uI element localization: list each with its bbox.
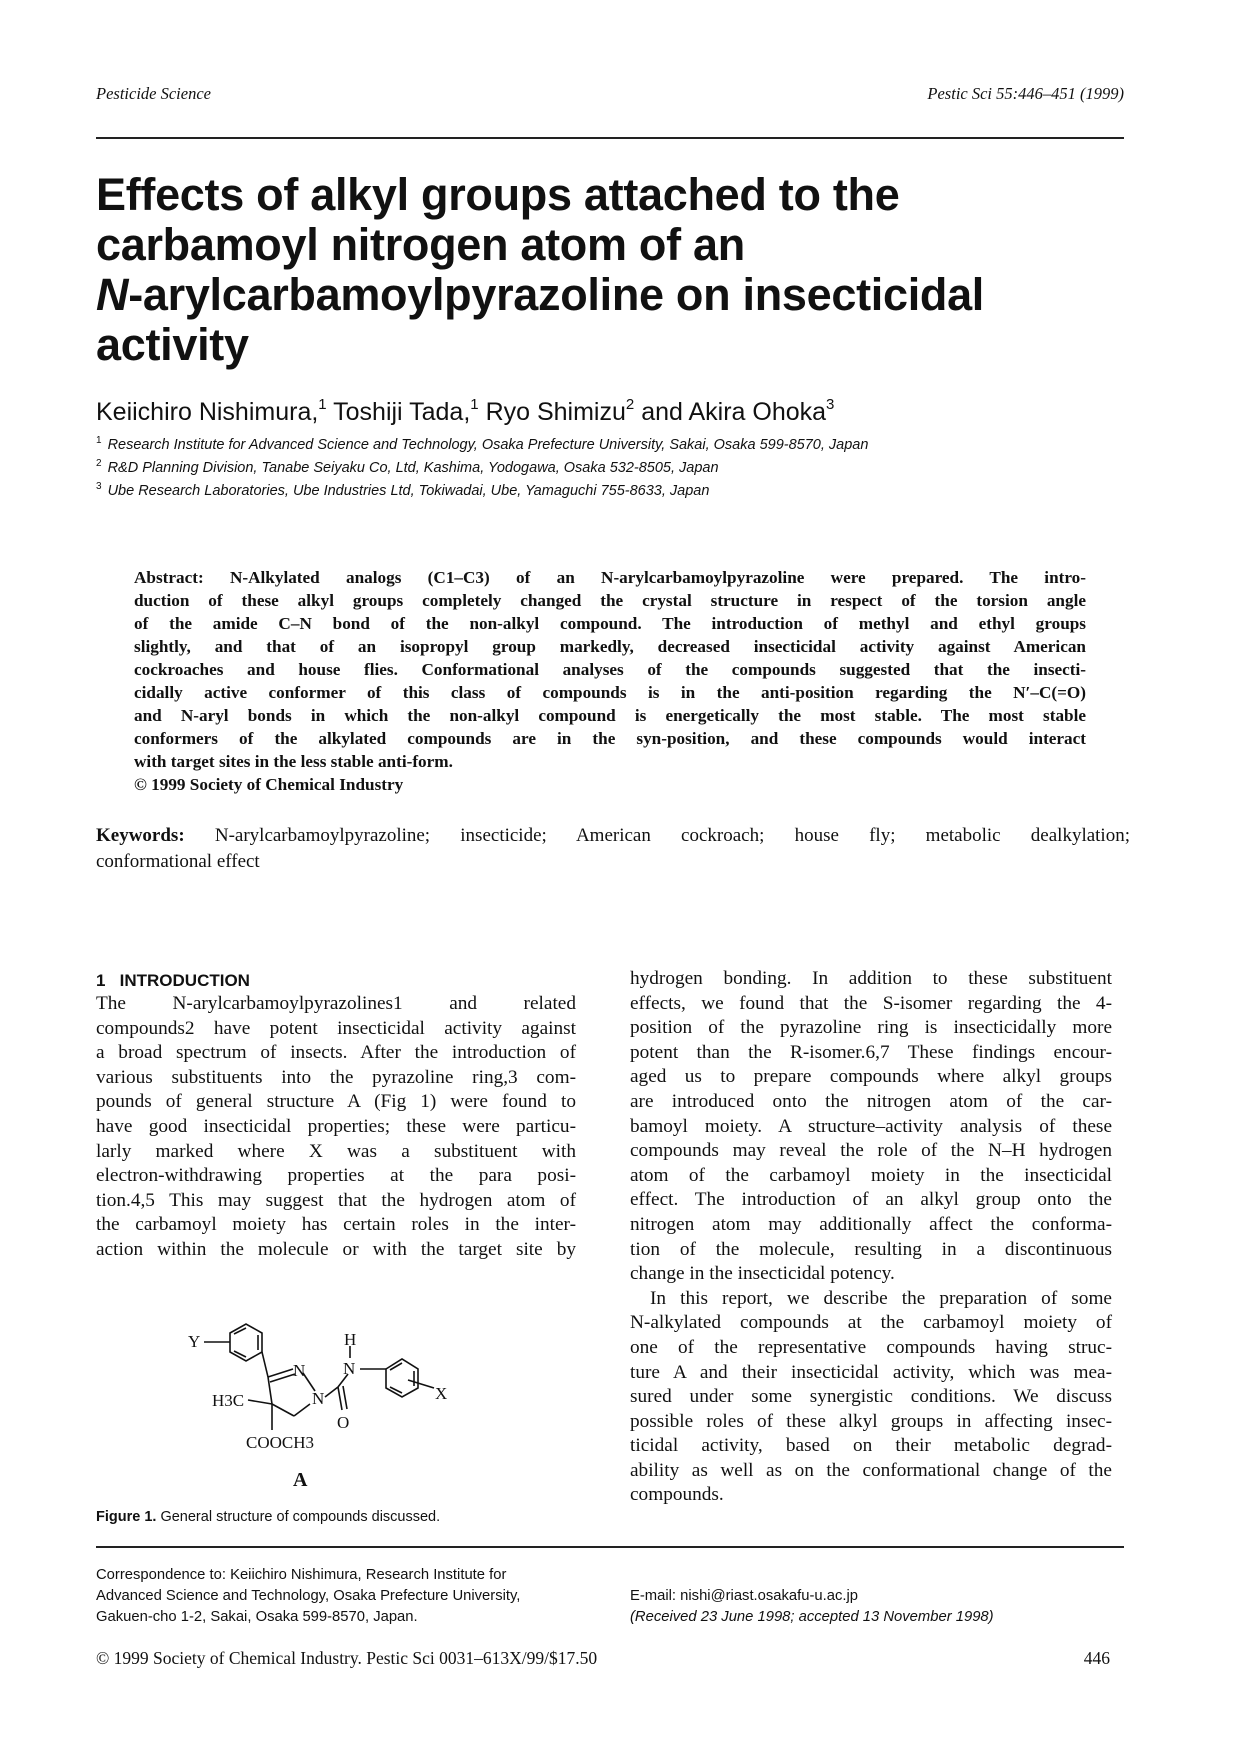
atom-o-label: O xyxy=(337,1413,350,1432)
body-line: position of the pyrazoline ring is insecticidally more xyxy=(630,1017,1112,1039)
footer-copyright: © 1999 Society of Chemical Industry. Pestic Sci 0031–613X/99/$17.50 xyxy=(96,1648,598,1668)
body-line: a broad spectrum of insects. After the introduction of xyxy=(96,1042,576,1064)
author-aff-mark: 1 xyxy=(318,396,327,413)
abstract-line: slightly, and that of an isopropyl group markedly, decreased insecticidal activity against American xyxy=(134,637,1086,656)
x-substituent-bond xyxy=(408,1380,434,1388)
n1-carbonyl-bond xyxy=(325,1387,338,1397)
correspondence-line: Advanced Science and Technology, Osaka Prefecture University, xyxy=(96,1588,521,1604)
section-title: INTRODUCTION xyxy=(119,971,250,990)
figure-caption-label: Figure 1. xyxy=(96,1509,157,1525)
body-line: hydrogen bonding. In addition to these substituent xyxy=(630,968,1112,989)
abstract-line: of the amide C–N bond of the non-alkyl compound. The introduction of methyl and ethyl groups xyxy=(134,614,1086,633)
running-header-citation: Pestic Sci 55:446–451 (1999) xyxy=(927,84,1124,103)
running-header-journal: Pesticide Science xyxy=(96,84,211,103)
author-aff-mark: 3 xyxy=(826,396,835,413)
body-line: nitrogen atom may additionally affect the conforma- xyxy=(630,1213,1112,1235)
atom-n2-label: N xyxy=(293,1361,306,1380)
body-line: ture A and their insecticidal activity, which was mea- xyxy=(630,1361,1112,1383)
body-line: ability as well as on the conformational change of the xyxy=(630,1459,1112,1481)
author-name: Toshiji Tada, xyxy=(333,398,471,426)
page-number: 446 xyxy=(1083,1648,1110,1668)
author-name: Ryo Shimizu xyxy=(485,398,626,426)
ring-link-bond xyxy=(262,1352,268,1377)
methyl-bond xyxy=(248,1400,272,1404)
carbonyl-double-bond xyxy=(343,1386,347,1409)
correspondence-line: Gakuen-cho 1-2, Sakai, Osaka 599-8570, Japan. xyxy=(96,1609,418,1625)
body-line: pounds of general structure A (Fig 1) were found to xyxy=(96,1091,576,1113)
affiliation-number: 1 xyxy=(96,435,102,446)
author-aff-mark: 1 xyxy=(470,396,479,413)
affiliation-text: Ube Research Laboratories, Ube Industries Ltd, Tokiwadai, Ube, Yamaguchi 755-8633, Japan xyxy=(107,483,710,499)
body-line: have good insecticidal properties; these were particu- xyxy=(96,1115,576,1137)
figure-caption-text: General structure of compounds discussed. xyxy=(156,1509,441,1525)
author-name: Akira Ohoka xyxy=(688,398,827,426)
body-line: atom of the carbamoyl moiety in the insecticidal xyxy=(630,1164,1112,1186)
left-column-text xyxy=(96,992,576,1263)
body-line: potent than the R-isomer.6,7 These findings encour- xyxy=(630,1041,1112,1063)
abstract-line: with target sites in the less stable anti-form. xyxy=(134,752,453,771)
figure-caption xyxy=(96,1509,440,1525)
c5-n1-bond xyxy=(294,1404,310,1416)
body-line: one of the representative compounds having struc- xyxy=(630,1336,1112,1358)
abstract-line: and N-aryl bonds in which the non-alkyl compound is energetically the most stable. The most stable xyxy=(134,706,1086,725)
abstract-line: cidally active conformer of this class of compounds is in the anti-position regarding the N′–C(=O) xyxy=(134,683,1086,702)
body-line: change in the insecticidal potency. xyxy=(630,1263,895,1285)
body-line: action within the molecule or with the target site by xyxy=(96,1238,576,1260)
correspondence-line: Correspondence to: Keiichiro Nishimura, Research Institute for xyxy=(96,1567,507,1583)
structure-label: A xyxy=(293,1469,308,1491)
abstract-line: conformers of the alkylated compounds are in the syn-position, and these compounds would interact xyxy=(134,729,1086,748)
affiliation-number: 2 xyxy=(96,458,102,469)
abstract-line xyxy=(134,566,1086,589)
affiliation xyxy=(96,435,868,453)
abstract-line: duction of these alkyl groups completely changed the crystal structure in respect of the torsion angle xyxy=(134,591,1086,610)
body-line: tion of the molecule, resulting in a discontinuous xyxy=(630,1238,1112,1260)
atom-n-label: N xyxy=(343,1359,356,1378)
body-line: bamoyl moiety. A structure–activity analysis of these xyxy=(630,1115,1112,1137)
body-line: electron-withdrawing properties at the para posi- xyxy=(96,1165,576,1187)
keywords-label: Keywords: xyxy=(96,825,185,846)
correspondence xyxy=(96,1565,520,1628)
author-name: Keiichiro Nishimura, xyxy=(96,398,319,426)
correspondence-details xyxy=(630,1586,994,1628)
body-line: ticidal activity, based on their metabolic degrad- xyxy=(630,1435,1112,1457)
body-line: The N-arylcarbamoylpyrazolines1 and related xyxy=(96,993,576,1014)
keywords xyxy=(96,823,1130,875)
atom-h-label: H xyxy=(344,1330,357,1349)
affiliation-number: 3 xyxy=(96,481,102,492)
authors-and: and xyxy=(641,398,683,426)
footnote-rule xyxy=(96,1546,1124,1548)
keywords-line: conformational effect xyxy=(96,851,260,872)
atom-x-label: X xyxy=(435,1384,448,1403)
author-aff-mark: 2 xyxy=(625,396,635,413)
affiliation-text: R&D Planning Division, Tanabe Seiyaku Co, Ltd, Kashima, Yodogawa, Osaka 532-8505, Japan xyxy=(107,460,719,476)
title-line3-rest: -arylcarbamoylpyrazoline on insecticidal xyxy=(128,269,985,320)
abstract xyxy=(134,566,1086,796)
title-italic-n: N xyxy=(96,269,129,320)
section-number: 1 xyxy=(96,971,106,990)
body-line: In this report, we describe the preparation of some xyxy=(650,1287,1112,1309)
carbonyl-double-bond xyxy=(338,1387,342,1410)
article-title xyxy=(96,170,1136,370)
title-line: activity xyxy=(96,319,249,370)
body-line: effect. The introduction of an alkyl group onto the xyxy=(630,1189,1112,1211)
affiliation-text: Research Institute for Advanced Science and Technology, Osaka Prefecture University, Sakai, Osaka 599-8570, Japan xyxy=(107,437,869,453)
body-line: are introduced onto the nitrogen atom of the car- xyxy=(630,1090,1112,1112)
keywords-line xyxy=(96,823,1130,849)
body-line: compounds may reveal the role of the N–H hydrogen xyxy=(630,1140,1112,1162)
title-line: carbamoyl nitrogen atom of an xyxy=(96,219,745,270)
affiliation xyxy=(96,481,709,499)
section-heading xyxy=(96,971,250,991)
header-rule xyxy=(96,137,1124,139)
atom-y-label: Y xyxy=(188,1332,201,1351)
body-line: tion.4,5 This may suggest that the hydrogen atom of xyxy=(96,1189,576,1211)
aromatic-bond xyxy=(390,1363,402,1370)
c4-c5-bond xyxy=(272,1404,294,1416)
body-line: larly marked where X was a substituent with xyxy=(96,1140,576,1162)
email-address: E-mail: nishi@riast.osakafu-u.ac.jp xyxy=(630,1588,859,1604)
chemical-structure-figure xyxy=(96,1300,576,1500)
atom-n1-label: N xyxy=(312,1389,325,1408)
body-line: sured under some synergistic conditions. We discuss xyxy=(630,1386,1112,1408)
affiliation xyxy=(96,458,719,476)
body-line: N-alkylated compounds at the carbamoyl moiety of xyxy=(630,1312,1112,1334)
abstract-line: cockroaches and house flies. Conformational analyses of the compounds suggested that the insecti- xyxy=(134,660,1086,679)
body-line: compounds. xyxy=(630,1484,724,1506)
title-line xyxy=(96,270,1136,320)
ester-group-label: COOCH3 xyxy=(246,1433,315,1452)
body-line: aged us to prepare compounds where alkyl groups xyxy=(630,1066,1112,1088)
received-dates: (Received 23 June 1998; accepted 13 November 1998) xyxy=(630,1609,994,1625)
body-line: possible roles of these alkyl groups in affecting insec- xyxy=(630,1410,1112,1432)
abstract-text: N-Alkylated analogs (C1–C3) of an N-arylcarbamoylpyrazoline were prepared. The intro- xyxy=(203,568,1086,587)
body-line: effects, we found that the S-isomer regarding the 4- xyxy=(630,992,1112,1014)
methyl-group-label: H3C xyxy=(212,1391,245,1410)
keywords-text: N-arylcarbamoylpyrazoline; insecticide; American cockroach; house fly; metabolic dealkylation; xyxy=(184,825,1130,846)
author-list xyxy=(96,396,834,427)
body-line: various substituents into the pyrazoline ring,3 com- xyxy=(96,1066,576,1088)
right-column-text xyxy=(630,967,1112,1508)
abstract-label: Abstract: xyxy=(134,568,204,587)
abstract-copyright: © 1999 Society of Chemical Industry xyxy=(134,775,404,794)
body-line: compounds2 have potent insecticidal activity against xyxy=(96,1017,576,1039)
body-line: the carbamoyl moiety has certain roles in the inter- xyxy=(96,1214,576,1236)
title-line: Effects of alkyl groups attached to the xyxy=(96,169,900,220)
